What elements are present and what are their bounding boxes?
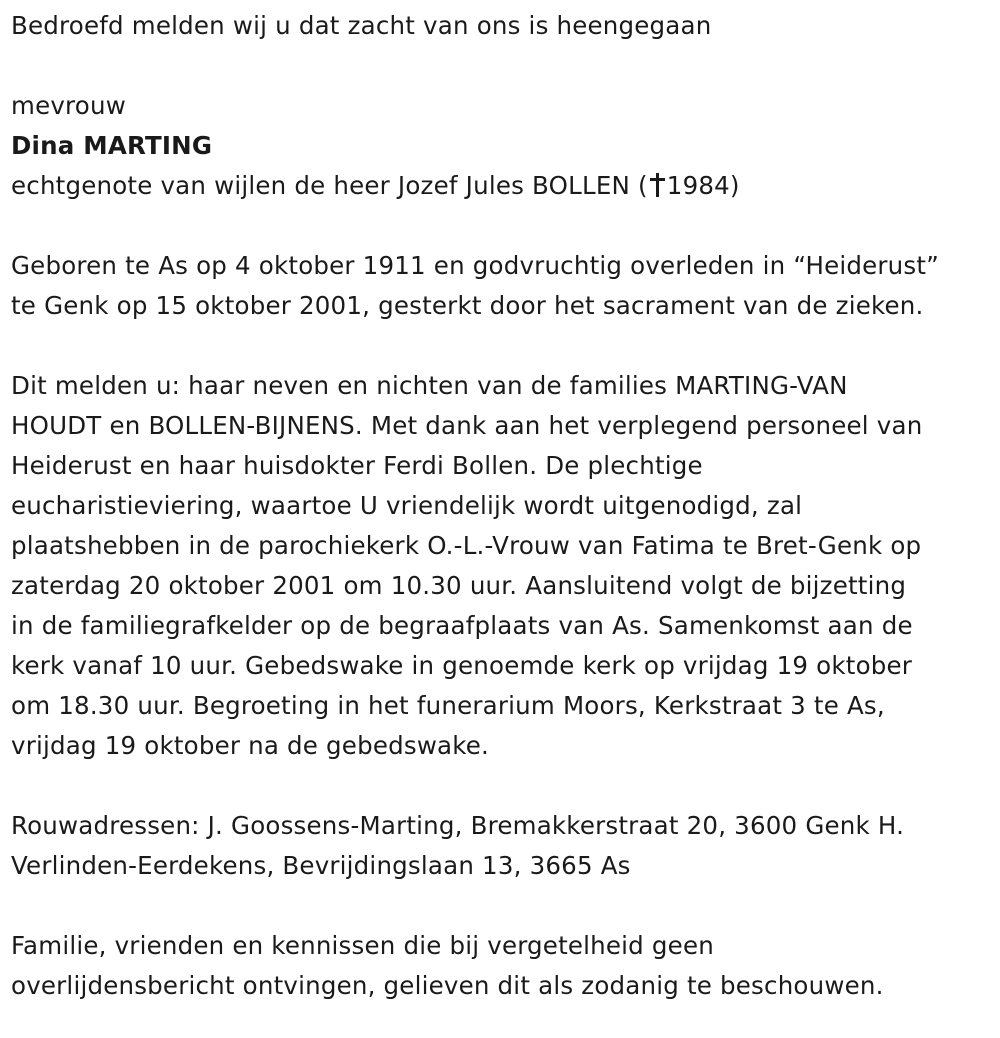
paragraph-line: om 18.30 uur. Begroeting in het funerarium Moors, Kerkstraat 3 te As, [11, 691, 885, 720]
paragraph-line: zaterdag 20 oktober 2001 om 10.30 uur. Aansluitend volgt de bijzetting [11, 571, 907, 600]
paragraph-line: in de familiegrafkelder op de begraafplaats van As. Samenkomst aan de [11, 611, 913, 640]
paragraph-line: Geboren te As op 4 oktober 1911 en godvruchtig overleden in “Heiderust” [11, 251, 940, 280]
spouse-death-year: 1984) [666, 171, 740, 200]
closing-paragraph [11, 926, 990, 1006]
latin-cross-icon [649, 173, 665, 197]
paragraph-line: Dit melden u: haar neven en nichten van de families MARTING-VAN [11, 371, 848, 400]
spacer [11, 206, 990, 246]
paragraph-line: eucharistieviering, waartoe U vriendelijk wordt uitgenodigd, zal [11, 491, 803, 520]
address-line: Rouwadressen: J. Goossens-Marting, Bremakkerstraat 20, 3600 Genk H. [11, 811, 905, 840]
spacer [11, 46, 990, 86]
birth-death-paragraph [11, 246, 990, 326]
spacer [11, 886, 990, 926]
spouse-line [11, 166, 990, 206]
mourning-addresses [11, 806, 990, 886]
paragraph-line: HOUDT en BOLLEN-BIJNENS. Met dank aan het verplegend personeel van [11, 411, 923, 440]
paragraph-line: Heiderust en haar huisdokter Ferdi Bollen. De plechtige [11, 451, 703, 480]
paragraph-line: te Genk op 15 oktober 2001, gesterkt door het sacrament van de zieken. [11, 291, 924, 320]
salutation: mevrouw [11, 91, 126, 120]
deceased-name: Dina MARTING [11, 131, 213, 160]
paragraph-line: vrijdag 19 oktober na de gebedswake. [11, 731, 490, 760]
intro-text: Bedroefd melden wij u dat zacht van ons is heengegaan [11, 11, 712, 40]
paragraph-line: overlijdensbericht ontvingen, gelieven dit als zodanig te beschouwen. [11, 971, 884, 1000]
spacer [11, 326, 990, 366]
address-line: Verlinden-Eerdekens, Bevrijdingslaan 13, 3665 As [11, 851, 631, 880]
paragraph-line: Familie, vrienden en kennissen die bij vergetelheid geen [11, 931, 714, 960]
paragraph-line: kerk vanaf 10 uur. Gebedswake in genoemde kerk op vrijdag 19 oktober [11, 651, 913, 680]
spacer [11, 766, 990, 806]
announcement-paragraph [11, 366, 990, 766]
paragraph-line: plaatshebben in de parochiekerk O.-L.-Vrouw van Fatima te Bret-Genk op [11, 531, 922, 560]
spouse-text: echtgenote van wijlen de heer Jozef Jules BOLLEN ( [11, 171, 648, 200]
